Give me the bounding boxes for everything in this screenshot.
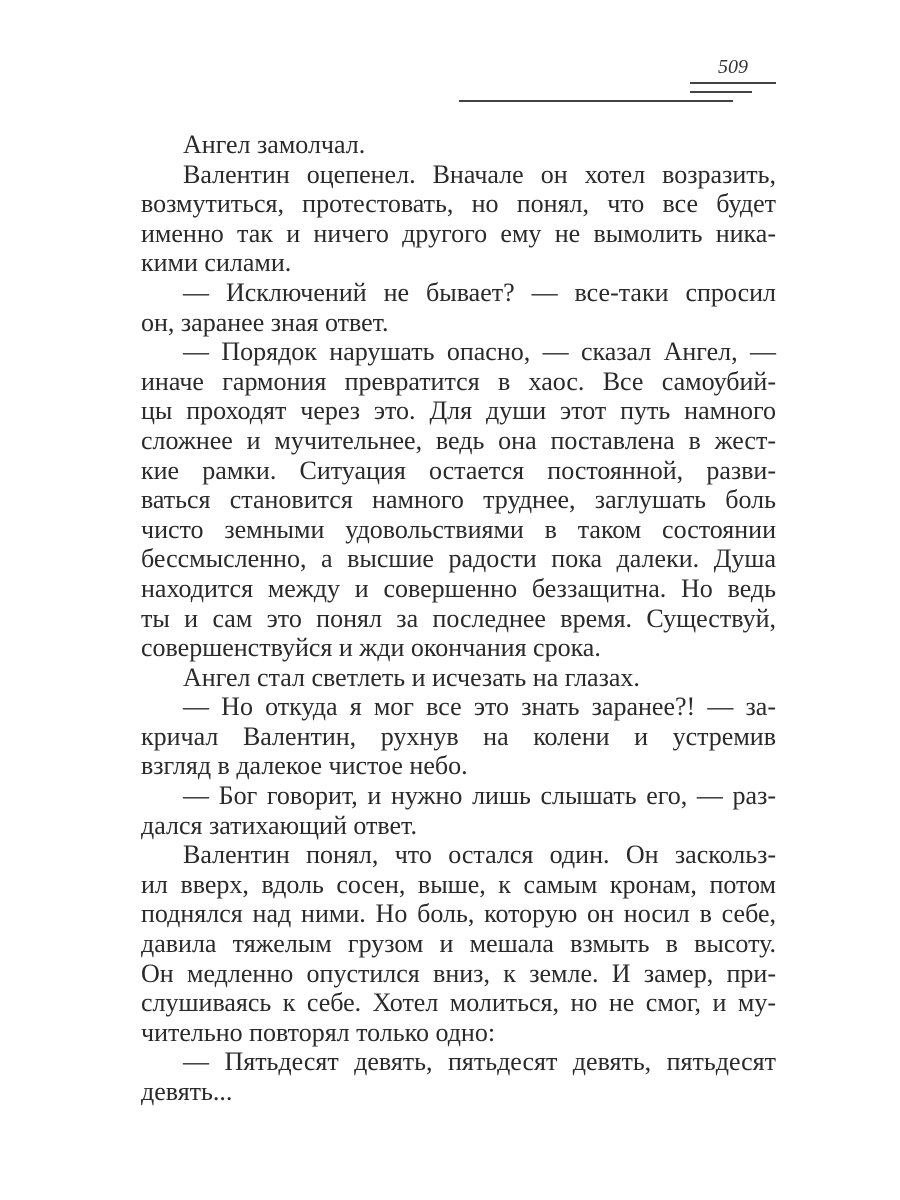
text-line: Валентин понял, что остался один. Он заскольз- (183, 840, 776, 870)
text-line: давила тяжелым грузом и мешала взмыть в высоту. (141, 929, 776, 959)
page-number: 509 (718, 56, 748, 78)
text-line: ил вверх, вдоль сосен, выше, к самым кронам, потом (141, 869, 776, 899)
body-text (141, 130, 776, 1107)
text-line: чисто земными удовольствиями в таком состоянии (141, 514, 776, 544)
text-line: кричал Валентин, рухнув на колени и устремив (141, 721, 776, 751)
text-line: слушиваясь к себе. Хотел молиться, но не смог, и му- (141, 988, 776, 1018)
text-line: чительно повторял только одно: (141, 1017, 496, 1047)
text-line: именно так и ничего другого ему не вымолить ника- (141, 218, 776, 248)
text-line: бессмысленно, а высшие радости пока далеки. Душа (141, 544, 776, 574)
text-line: — Исключений не бывает? — все-таки спросил (183, 277, 776, 307)
text-line: ты и сам это понял за последнее время. Существуй, (141, 603, 776, 633)
text-line: совершенствуйся и жди окончания срока. (141, 633, 601, 663)
text-line: он, заранее зная ответ. (141, 307, 389, 337)
text-line: — Бог говорит, и нужно лишь слышать его, — раз- (183, 781, 776, 811)
text-line: находится между и совершенно беззащитна. Но ведь (141, 573, 776, 603)
text-line: Ангел замолчал. (183, 130, 366, 159)
header-rule-top (690, 82, 776, 84)
header-rule-middle (690, 91, 752, 93)
text-line: взгляд в далекое чистое небо. (141, 751, 468, 781)
text-line: кие рамки. Ситуация остается постоянной, разви- (141, 455, 776, 485)
text-line: возмутиться, протестовать, но понял, что все будет (141, 189, 776, 219)
text-line: — Пятьдесят девять, пятьдесят девять, пятьдесят (183, 1047, 776, 1077)
text-line: сложнее и мучительнее, ведь она поставлена в жест- (141, 425, 776, 455)
text-line: поднялся над ними. Но боль, которую он носил в себе, (141, 899, 776, 929)
header-rule-long (459, 100, 733, 102)
text-line: дался затихающий ответ. (141, 810, 417, 840)
text-line: цы проходят через это. Для души этот путь намного (141, 396, 776, 426)
text-line: Валентин оцепенел. Вначале он хотел возразить, (183, 159, 776, 189)
text-line: девять... (141, 1077, 233, 1106)
text-line: Он медленно опустился вниз, к земле. И замер, при- (141, 958, 776, 988)
text-line: иначе гармония превратится в хаос. Все самоубий- (141, 366, 776, 396)
text-line: кими силами. (141, 248, 292, 278)
text-line: — Порядок нарушать опасно, — сказал Ангел, — (183, 337, 776, 367)
text-line: Ангел стал светлеть и исчезать на глазах. (183, 662, 640, 692)
text-line: ваться становится намного труднее, заглушать боль (141, 485, 776, 515)
text-line: — Но откуда я мог все это знать заранее?! — за- (183, 692, 776, 722)
